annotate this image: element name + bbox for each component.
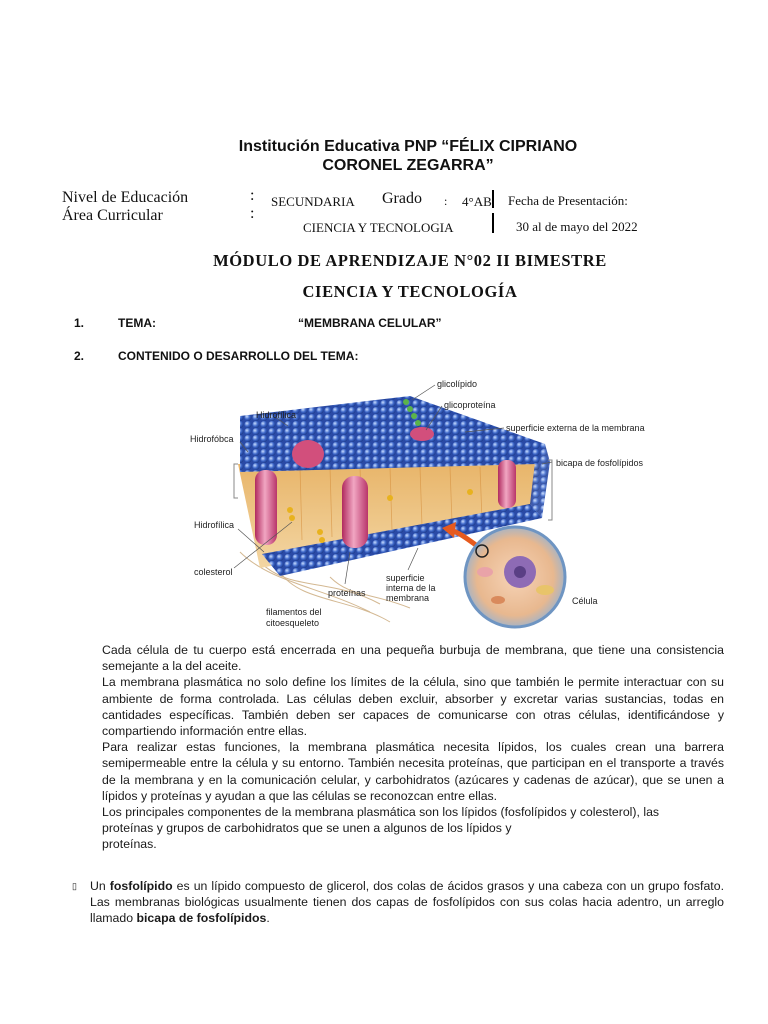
fecha-value: 30 al de mayo del 2022 [516,219,638,234]
label-filamentos-1: filamentos del [266,607,322,617]
bullet-term-2: bicapa de fosfolípidos [136,911,267,926]
institution-name-line1: Institución Educativa PNP “FÉLIX CIPRIANO [238,138,578,155]
cell-illustration [465,527,565,627]
paragraph-2: La membrana plasmática no solo define los límites de la célula, sino que también le permite interactuar con su ambiente de forma controlada. Las células deben excluir, absorber y excretar varias sustancias, todas en cantidades específicas. También deben ser capaces de comunicarse con otras células, identificándose y compartiendo información entre ellas. [102,675,724,739]
label-superficie-interna-2: interna de la [386,583,436,593]
section-2-number: 2. [74,349,85,363]
area-label: Área Curricular [62,207,163,224]
bullet-end: . [266,911,270,926]
header-divider-bottom [492,213,494,233]
paragraph-4: Los principales componentes de la membrana plasmática son los lípidos (fosfolípidos y colesterol), las [102,805,660,820]
label-bicapa: bicapa de fosfolípidos [556,458,644,468]
paragraph-6: proteínas. [102,837,157,852]
bullet-item [72,878,724,926]
label-superficie-interna-1: superficie [386,573,425,583]
label-proteinas: proteínas [328,588,366,598]
header-divider-top [492,190,494,208]
area-colon: : [250,205,255,222]
label-hidrofilica-bottom: Hidrofílica [194,520,235,530]
bullet-intro: Un [90,879,106,893]
label-filamentos-2: citoesqueleto [266,618,320,628]
module-title: MÓDULO DE APRENDIZAJE N°02 II BIMESTRE [213,251,607,270]
paragraph-3: Para realizar estas funciones, la membrana plasmática necesita lípidos, los cuales crean una barrera semipermeable entre la célula y su entorno. También necesita proteínas, que participan en el transporte a través de la membrana y en la comunicación celular, y carbohidratos (azúcares y cadenas de azúcar), que se unen a lípidos y proteínas y ayudan a que las células se reconozcan entre ellas. [102,740,724,803]
section-1-value: “MEMBRANA CELULAR” [298,316,442,330]
section-2-label: CONTENIDO O DESARROLLO DEL TEMA: [118,349,359,363]
bullet-term: fosfolípido [109,879,173,893]
label-superficie-externa: superficie externa de la membrana [506,423,645,433]
label-colesterol: colesterol [194,567,233,577]
fecha-label: Fecha de Presentación: [508,193,628,208]
section-1-number: 1. [74,316,85,330]
bullet-text [90,878,724,927]
nivel-value: SECUNDARIA [271,194,355,209]
grado-colon: : [444,194,448,208]
label-glicoproteina: glicoproteína [444,400,496,410]
label-hidrofilica-top: Hidrofílica [256,410,297,420]
label-superficie-interna-3: membrana [386,593,430,603]
bullet-body: es un lípido compuesto de glicerol, dos colas de ácidos grasos y una cabeza con un grupo fosfato. Las membranas biológicas usualmente tienen dos capas de fosfolípidos con sus colas hacia adentro, un arreglo llamado [90,879,724,926]
grado-value: 4°AB [462,194,492,209]
nivel-label: Nivel de Educación [62,189,189,206]
nivel-colon: : [250,187,255,204]
label-hidrofobica: Hidrofóbca [190,434,234,444]
section-1-label: TEMA: [118,316,156,330]
paragraph-5: proteínas y grupos de carbohidratos que se unen a algunos de los lípidos y [102,821,512,836]
body-text [102,642,724,853]
institution-name-line2: CORONEL ZEGARRA” [322,157,494,174]
cell-membrane-diagram [180,372,660,630]
label-celula: Célula [572,596,598,606]
label-glicolipido: glicolípido [437,379,478,389]
bullet-marker: ▯ [72,881,77,891]
membrane-outer-surface [240,396,545,472]
area-value: CIENCIA Y TECNOLOGIA [303,220,454,235]
module-subject: CIENCIA Y TECNOLOGÍA [302,282,518,301]
grado-label: Grado [382,190,422,207]
paragraph-1: Cada célula de tu cuerpo está encerrada en una pequeña burbuja de membrana, que tiene una consistencia semejante a la del aceite. [102,643,724,674]
